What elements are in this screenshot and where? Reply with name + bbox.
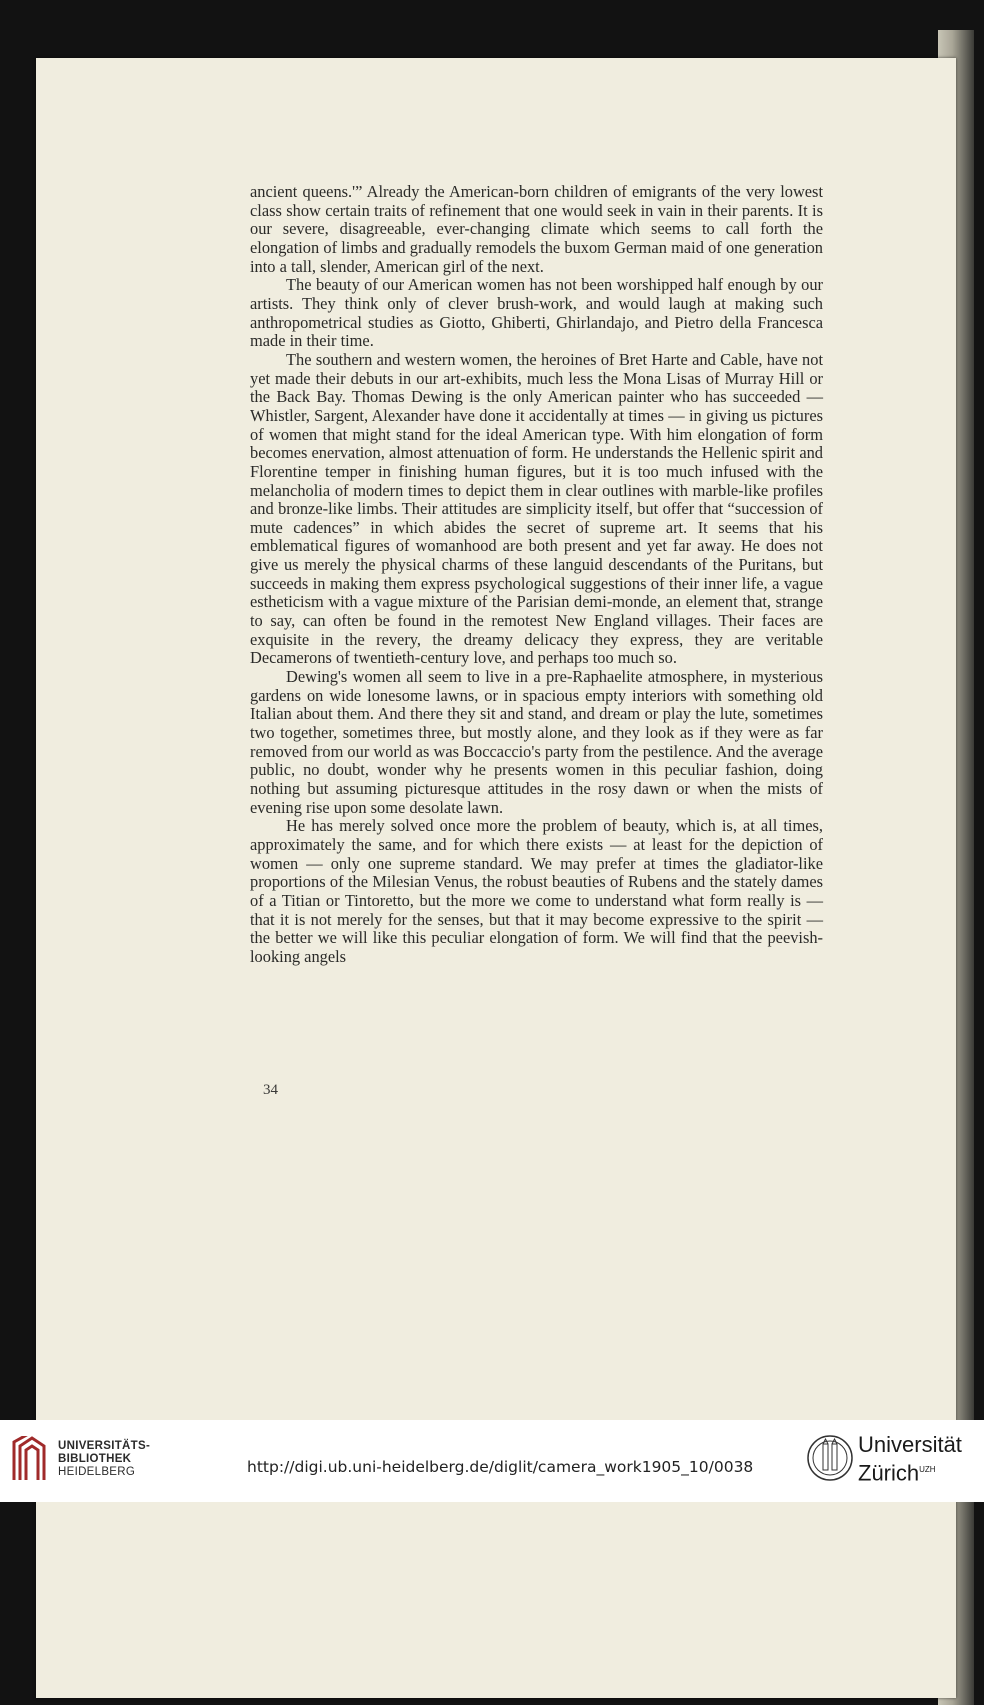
uzh-name xyxy=(858,1432,962,1485)
paragraph-3: The southern and western women, the heroines of Bret Harte and Cable, have not yet made their debuts in our art-exhibits, much less the Mona Lisas of Murray Hill or the Back Bay. Thomas Dewing is the only American painter who has succeeded — Whistler, Sargent, Alexander have done it accidentally at times — in giving us pictures of women that might stand for the ideal American type. With him elongation of form becomes enervation, almost attenuation of form. He understands the Hellenic spirit and Florentine temper in finishing human figures, but it is too much infused with the melancholia of modern times to depict them in clear outlines with marble-like profiles and bronze-like limbs. Their attitudes are simplicity itself, but offer that “succession of mute cadences” in which abides the secret of supreme art. It seems that his emblematical figures of womanhood are both present and yet far away. He does not give us merely the physical charms of these languid descendants of the Puritans, but succeeds in making them express psychological suggestions of their inner life, a vague estheticism with a vague mixture of the Parisian demi-monde, an element that, strange to say, can often be found in the remotest New England villages. Their faces are exquisite in the revery, the dreamy delicacy they express, they are veritable Decamerons of twentieth-century love, and perhaps too much so. xyxy=(250,349,823,668)
uzh-name-line-2 xyxy=(858,1457,962,1485)
source-url-link[interactable]: http://digi.ub.uni-heidelberg.de/diglit/camera_work1905_10/0038 xyxy=(247,1458,754,1476)
footer-bar xyxy=(0,1420,984,1502)
library-line-2: BIBLIOTHEK xyxy=(58,1453,132,1465)
uzh-city: Zürich xyxy=(858,1460,920,1486)
heidelberg-logo-icon xyxy=(12,1436,50,1482)
library-line-1: UNIVERSITÄTS- xyxy=(58,1440,151,1452)
page-number: 34 xyxy=(263,1082,278,1098)
uzh-seal-icon xyxy=(806,1428,854,1492)
paragraph-1: ancient queens.'” Already the American-born children of emigrants of the very lowest class show certain traits of refinement that one would seek in vain in their parents. It is our severe, disagreeable, ever-changing climate which seems to call forth the elongation of limbs and gradually remodels the buxom German maid of one generation into a tall, slender, American girl of the next. xyxy=(250,182,823,276)
uzh-name-line-1: Universität xyxy=(858,1432,962,1457)
paragraph-5: He has merely solved once more the problem of beauty, which is, at all times, approximately the same, and for which there exists — at least for the depiction of women — only one supreme standard. We may prefer at times the gladiator-like proportions of the Milesian Venus, the robust beauties of Rubens and the stately dames of a Titian or Tintoretto, but the more we come to understand what form really is — that it is not merely for the senses, but that it may become expressive to the spirit — the better we will like this peculiar elongation of form. We will find that the peevish-looking angels xyxy=(250,816,823,966)
paragraph-4: Dewing's women all seem to live in a pre-Raphaelite atmosphere, in mysterious gardens on wide lonesome lawns, or in spacious empty interiors with something old Italian about them. And there they sit and stand, and dream or play the lute, sometimes two together, sometimes three, but mostly alone, and they look as if they were as far removed from our world as was Boccaccio's party from the pestilence. And the average public, no doubt, wonder why he presents women in this peculiar fashion, doing nothing but assuming picturesque attitudes in the rosy dawn or when the mists of evening rise upon some desolate lawn. xyxy=(250,667,823,817)
heidelberg-library-name xyxy=(58,1440,150,1479)
paragraph-2: The beauty of our American women has not been worshipped half enough by our artists. They think only of clever brush-work, and would laugh at making such anthropometrical studies as Giotto, Ghiberti, Ghirlandajo, and Pietro della Francesca made in their time. xyxy=(250,275,823,351)
body-text xyxy=(250,183,823,967)
uzh-suffix: UZH xyxy=(919,1465,936,1474)
library-line-3: HEIDELBERG xyxy=(58,1466,136,1478)
